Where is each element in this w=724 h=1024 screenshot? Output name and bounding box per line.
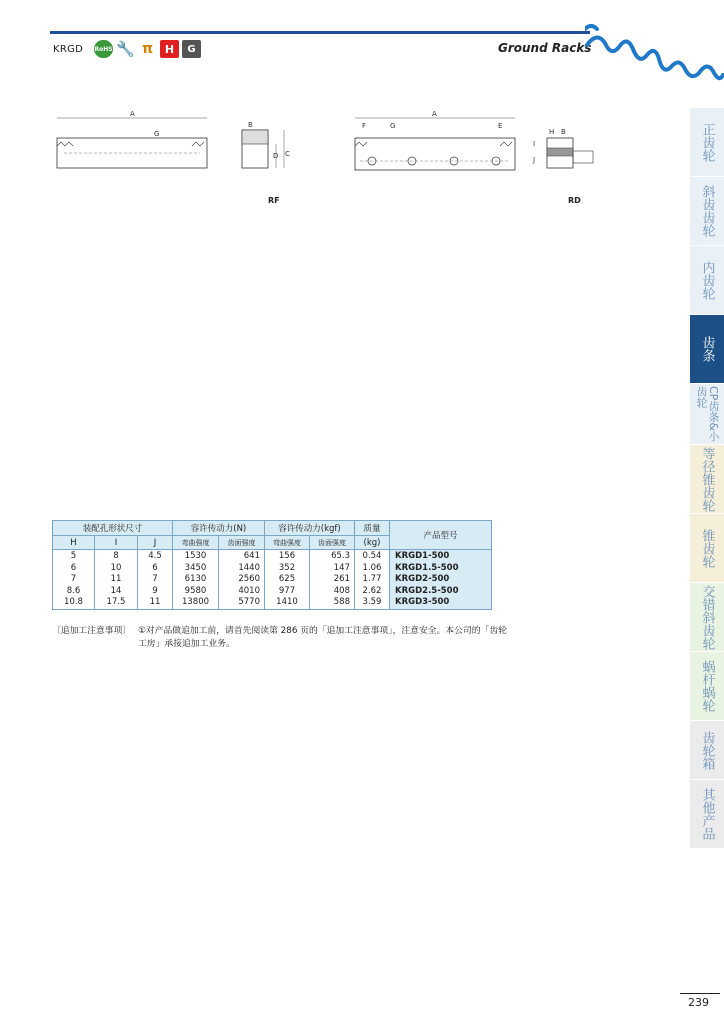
- model-cell: KRGD1.5-500: [390, 563, 492, 575]
- mass-unit: (kg): [355, 536, 390, 550]
- rd-dim-f-label: F: [362, 122, 367, 130]
- dim-d-label: D: [273, 152, 279, 160]
- rf-side-view: [228, 118, 308, 193]
- header-rule: [50, 31, 590, 34]
- table-row: 8.6 14 9 9580 4010 977 408 2.62 KRGD2.5-500: [53, 586, 492, 598]
- rf-label: RF: [268, 196, 280, 205]
- gear-graphic-icon: [585, 23, 724, 85]
- rd-dim-g-label: G: [390, 122, 396, 130]
- rd-dim-h-label: H: [549, 128, 555, 136]
- product-code: KRGD: [53, 44, 84, 55]
- force-kgf-header: 容许传动力(kgf): [265, 521, 355, 536]
- model-cell: KRGD2-500: [390, 574, 492, 586]
- page-rule: [680, 993, 720, 994]
- tab-racks[interactable]: 齿条: [690, 315, 724, 383]
- model-cell: KRGD3-500: [390, 597, 492, 609]
- tab-bevel-gears[interactable]: 锥齿轮: [690, 514, 724, 582]
- col-surface-n: 齿面强度: [219, 536, 265, 550]
- rd-dim-i-label: I: [533, 140, 536, 148]
- dim-a-label: A: [130, 110, 135, 118]
- tab-worm-gears[interactable]: 蜗杆蜗轮: [690, 652, 724, 720]
- dim-g-label: G: [154, 130, 160, 138]
- tab-other-products[interactable]: 其他产品: [690, 780, 724, 848]
- wrench-icon: 🔧: [116, 40, 135, 58]
- spec-table: [52, 520, 492, 610]
- page-number: 239: [688, 996, 709, 1009]
- force-n-header: 容许传动力(N): [173, 521, 265, 536]
- tab-miter-gears[interactable]: 等径锥齿轮: [690, 445, 724, 513]
- note-label: 〔追加工注意事项〕: [52, 626, 132, 636]
- tab-gearboxes[interactable]: 齿轮箱: [690, 721, 724, 779]
- table-row: 7 11 7 6130 2560 625 261 1.77 KRGD2-500: [53, 574, 492, 586]
- col-bend-kgf: 弯曲强度: [265, 536, 310, 550]
- mass-header: 质量: [355, 521, 390, 536]
- note-text: ①对产品做追加工前，请首先阅读第 286 页的「追加工注意事项」，注意安全。本公司的「齿轮工房」承接追加工业务。: [138, 626, 507, 649]
- machining-icon: π: [141, 41, 154, 57]
- machining-note: [52, 625, 508, 651]
- col-surface-kgf: 齿面强度: [310, 536, 355, 550]
- ground-icon: G: [182, 40, 201, 58]
- rf-front-view: [52, 108, 212, 188]
- tab-screw-gears[interactable]: 交错斜齿轮: [690, 583, 724, 651]
- dim-c-label: C: [285, 150, 290, 158]
- rd-front-view: [350, 108, 520, 188]
- col-j: J: [138, 536, 173, 550]
- rd-dim-e-label: E: [498, 122, 503, 130]
- rohs-icon: RoHS: [94, 40, 113, 58]
- page-title: Ground Racks: [498, 41, 592, 55]
- table-row: 6 10 6 3450 1440 352 147 1.06 KRGD1.5-500: [53, 563, 492, 575]
- hole-dim-header: 装配孔形状尺寸: [53, 521, 173, 536]
- tab-cp-racks-pinions[interactable]: CP齿条&小齿轮: [690, 384, 724, 444]
- dim-b-label: B: [248, 121, 253, 129]
- model-cell: KRGD1-500: [390, 550, 492, 563]
- tab-spur-gears[interactable]: 正齿轮: [690, 108, 724, 176]
- feature-icons: [94, 40, 201, 58]
- model-header: 产品型号: [390, 521, 492, 550]
- rd-dim-a-label: A: [432, 110, 437, 118]
- rd-dim-j-label: J: [533, 156, 536, 164]
- tab-helical-gears[interactable]: 斜齿齿轮: [690, 177, 724, 245]
- table-row: 10.8 17.5 11 13800 5770 1410 588 3.59 KRGD3-500: [53, 597, 492, 609]
- rd-dim-b-label: B: [561, 128, 566, 136]
- rd-side-view: [525, 118, 605, 193]
- rd-label: RD: [568, 196, 581, 205]
- col-bend-n: 弯曲强度: [173, 536, 219, 550]
- table-row: 5 8 4.5 1530 641 156 65.3 0.54 KRGD1-500: [53, 550, 492, 563]
- h-tolerance-icon: H: [160, 40, 179, 58]
- model-cell: KRGD2.5-500: [390, 586, 492, 598]
- tab-internal-gears[interactable]: 内齿轮: [690, 246, 724, 314]
- col-i: I: [95, 536, 138, 550]
- col-h: H: [53, 536, 95, 550]
